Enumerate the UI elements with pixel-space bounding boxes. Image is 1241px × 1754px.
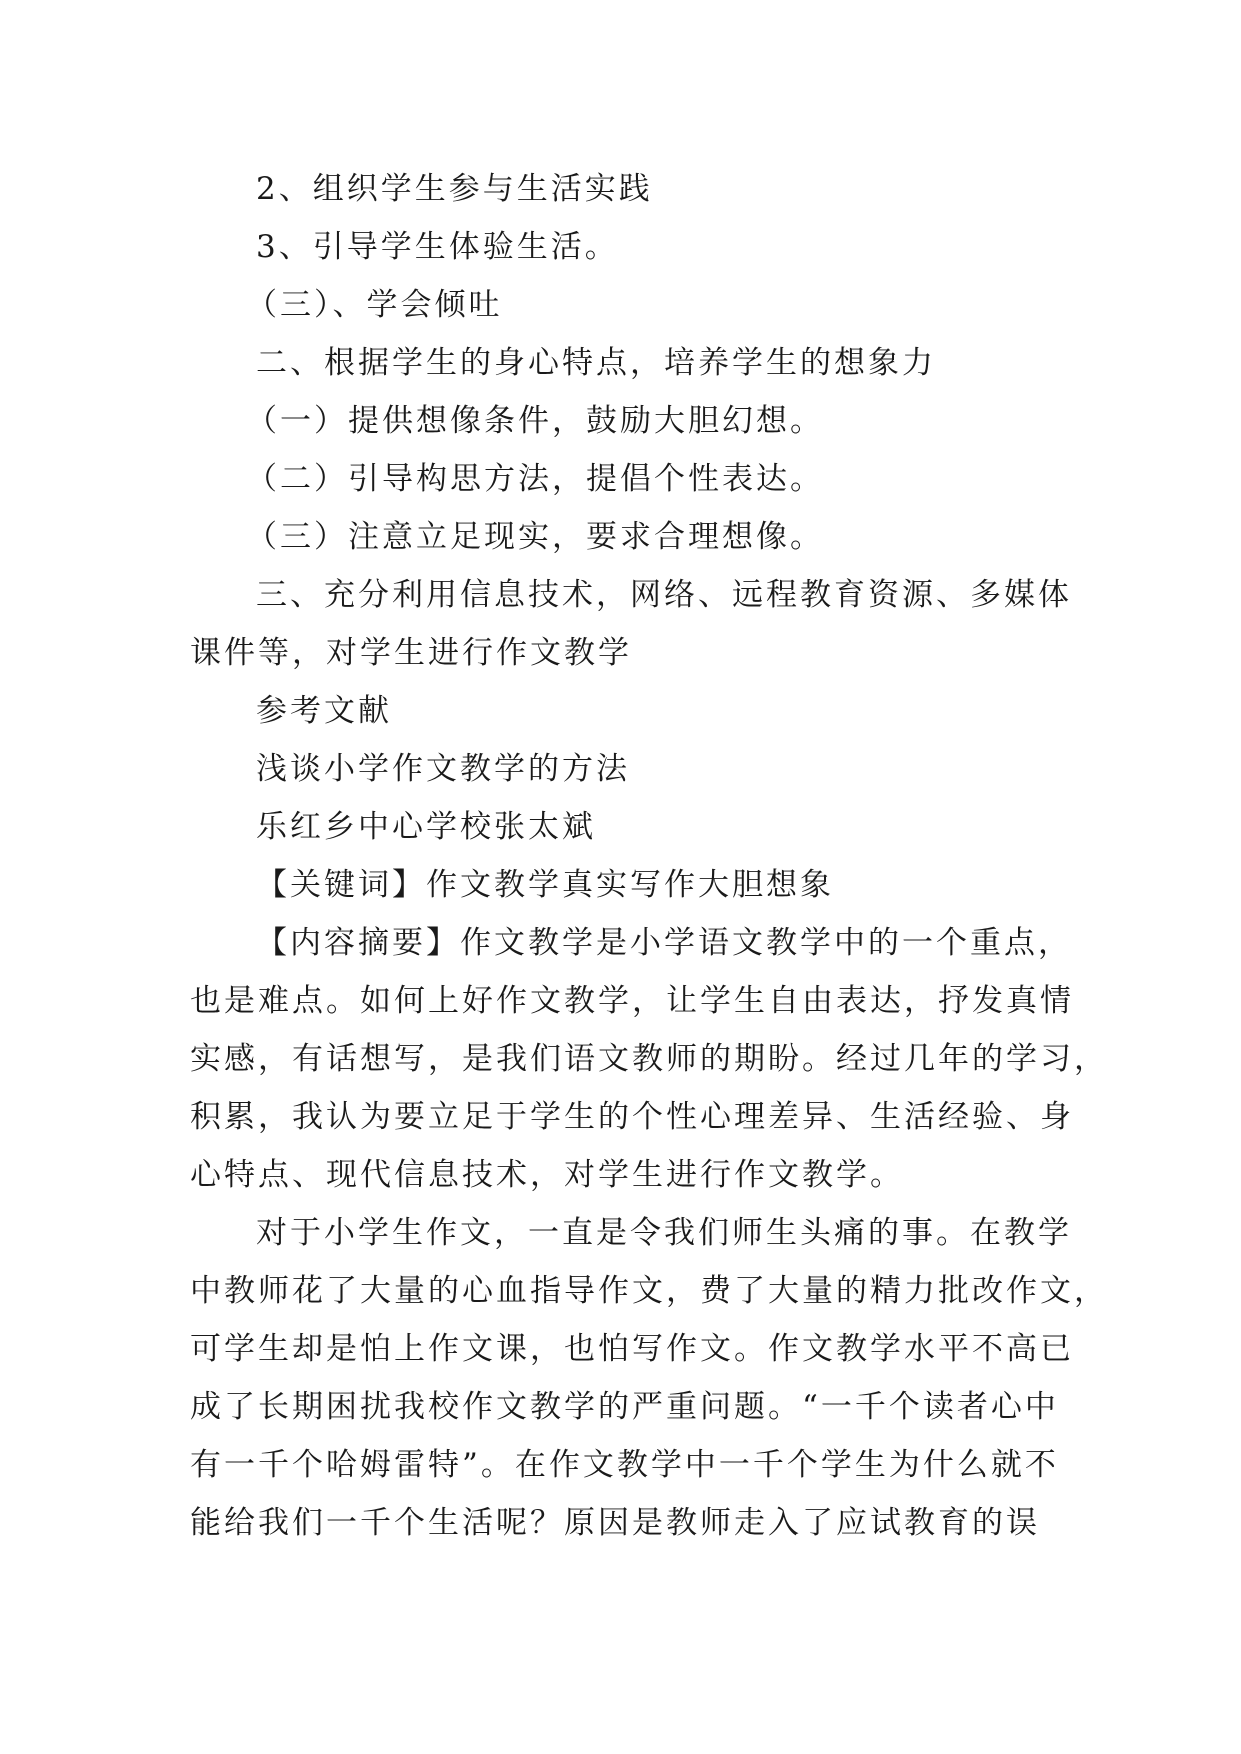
section-heading-it-line-2: 课件等，对学生进行作文教学 (190, 635, 632, 671)
subsection-item-1: （一）提供想像条件，鼓励大胆幻想。 (246, 403, 824, 439)
abstract-line-3: 实感，有话想写，是我们语文教师的期盼。经过几年的学习， (190, 1041, 1108, 1077)
abstract-line-1: 【内容摘要】作文教学是小学语文教学中的一个重点， (256, 925, 1072, 961)
body-line-1: 对于小学生作文，一直是令我们师生头痛的事。在教学 (256, 1215, 1072, 1251)
subsection-heading-learn-to-express: （三）、学会倾吐 (246, 287, 503, 323)
body-line-4: 成了长期困扰我校作文教学的严重问题。“一千个读者心中 (190, 1389, 1059, 1425)
subsection-item-3: （三）注意立足现实，要求合理想像。 (246, 519, 824, 555)
subsection-item-2: （二）引导构思方法，提倡个性表达。 (246, 461, 824, 497)
abstract-line-2: 也是难点。如何上好作文教学，让学生自由表达，抒发真情 (190, 983, 1074, 1019)
body-line-6: 能给我们一千个生活呢？原因是教师走入了应试教育的误 (190, 1505, 1040, 1541)
body-line-2: 中教师花了大量的心血指导作文，费了大量的精力批改作文， (190, 1273, 1108, 1309)
abstract-line-5: 心特点、现代信息技术，对学生进行作文教学。 (190, 1157, 904, 1193)
body-line-5: 有一千个哈姆雷特”。在作文教学中一千个学生为什么就不 (190, 1447, 1059, 1483)
references-heading: 参考文献 (256, 693, 392, 729)
list-item-3: 3、引导学生体验生活。 (256, 229, 619, 265)
abstract-line-4: 积累，我认为要立足于学生的个性心理差异、生活经验、身 (190, 1099, 1074, 1135)
section-heading-imagination: 二、根据学生的身心特点，培养学生的想象力 (256, 345, 936, 381)
article-title: 浅谈小学作文教学的方法 (256, 751, 630, 787)
section-heading-it-line-1: 三、充分利用信息技术，网络、远程教育资源、多媒体 (256, 577, 1072, 613)
list-item-2: 2、组织学生参与生活实践 (256, 171, 653, 207)
document-page (190, 160, 1108, 1552)
article-author: 乐红乡中心学校张太斌 (256, 809, 596, 845)
keywords: 【关键词】作文教学真实写作大胆想象 (256, 867, 834, 903)
body-line-3: 可学生却是怕上作文课，也怕写作文。作文教学水平不高已 (190, 1331, 1074, 1367)
